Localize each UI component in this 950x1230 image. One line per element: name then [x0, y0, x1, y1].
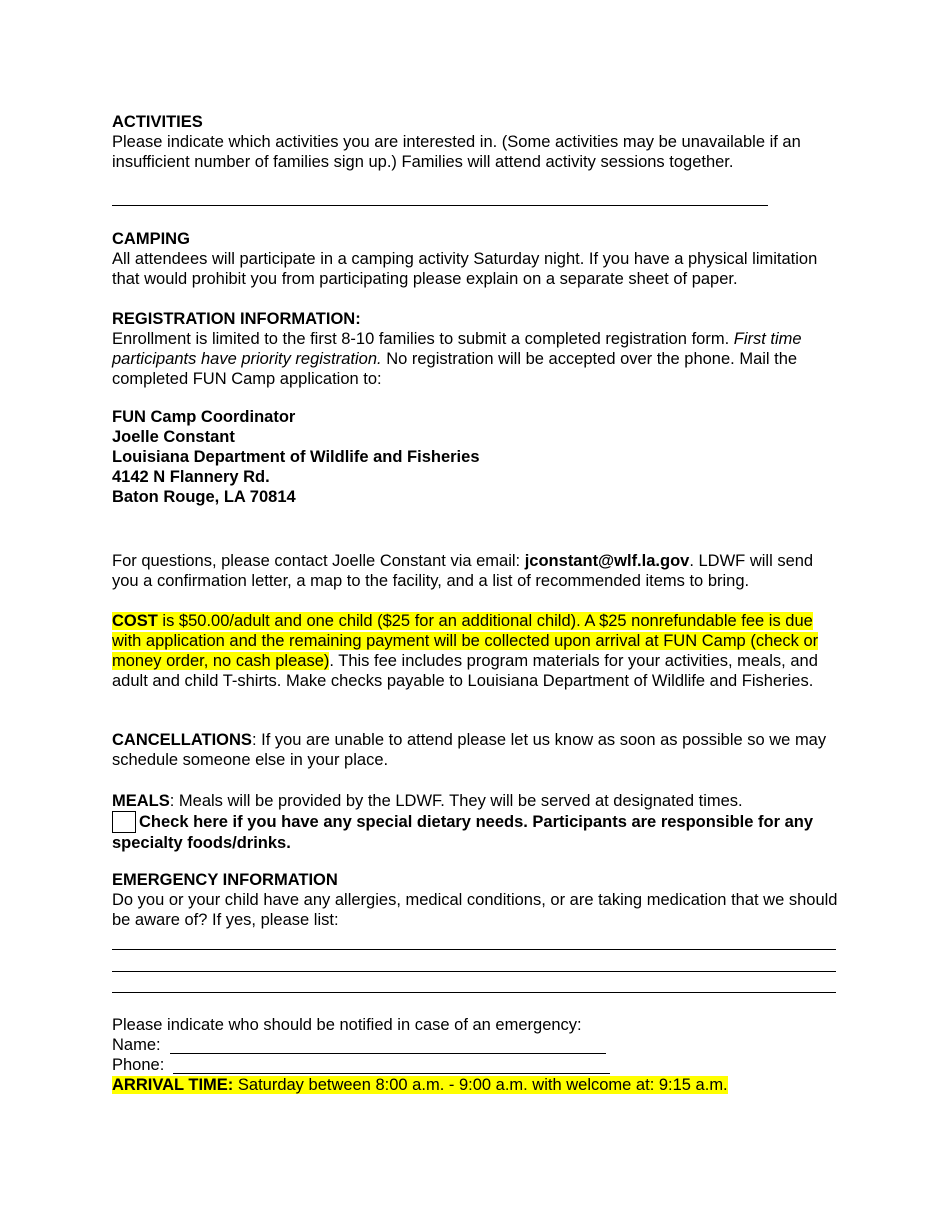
- emergency-heading: EMERGENCY INFORMATION: [112, 871, 338, 889]
- questions-text-2: . LDWF will send you a confirmation letter, a map to the facility, and a list of recommended items to bring.: [112, 552, 814, 590]
- emergency-text: Do you or your child have any allergies, medical conditions, or are taking medication that we should be aware of? If yes, please list:: [112, 891, 838, 929]
- arrival-text: Saturday between 8:00 a.m. - 9:00 a.m. with welcome at: 9:15 a.m.: [233, 1076, 728, 1094]
- registration-heading: REGISTRATION INFORMATION:: [112, 310, 361, 328]
- notify-text: Please indicate who should be notified in case of an emergency:: [112, 1016, 582, 1034]
- contact-email: jconstant@wlf.la.gov: [524, 552, 690, 570]
- meals-text: : Meals will be provided by the LDWF. They will be served at designated times.: [169, 792, 743, 810]
- meals-line: [112, 791, 842, 811]
- cancellations-label: CANCELLATIONS: [112, 731, 252, 749]
- dietary-needs-row: [112, 811, 842, 853]
- registration-section: [112, 309, 842, 389]
- registration-text-2: No registration will be accepted over the phone. Mail the completed FUN Camp application to:: [112, 350, 798, 388]
- arrival-row: [112, 1075, 842, 1095]
- address-line-4: 4142 N Flannery Rd.: [112, 468, 270, 486]
- camping-text: All attendees will participate in a camping activity Saturday night. If you have a physical limitation that would prohibit you from participating please explain on a separate sheet of paper.: [112, 250, 818, 288]
- registration-text: [112, 329, 842, 389]
- phone-row: [112, 1055, 842, 1075]
- cost-paragraph: [112, 611, 842, 691]
- cost-highlighted-text: is $50.00/adult and one child ($25 for an additional child). A $25 nonrefundable fee is due with application and the remaining payment will be collected upon arrival at FUN Camp (check or money order, no cash please): [112, 612, 819, 670]
- phone-label: Phone:: [112, 1056, 165, 1074]
- name-input-line[interactable]: [170, 1053, 606, 1054]
- phone-input-line[interactable]: [173, 1073, 610, 1074]
- emergency-section: [112, 870, 842, 930]
- activities-input-line[interactable]: [112, 205, 768, 206]
- mailing-address: [112, 407, 842, 507]
- address-line-2: Joelle Constant: [112, 428, 235, 446]
- arrival-label: ARRIVAL TIME:: [112, 1076, 234, 1094]
- emergency-input-line-3[interactable]: [112, 992, 836, 993]
- activities-section: [112, 112, 842, 172]
- name-row: [112, 1035, 842, 1055]
- address-line-3: Louisiana Department of Wildlife and Fisheries: [112, 448, 480, 466]
- questions-text-1: For questions, please contact Joelle Constant via email:: [112, 552, 525, 570]
- cancellations-text: : If you are unable to attend please let us know as soon as possible so we may schedule someone else in your place.: [112, 731, 827, 769]
- activities-heading: ACTIVITIES: [112, 113, 203, 131]
- activities-text: Please indicate which activities you are interested in. (Some activities may be unavailable if an insufficient number of families sign up.) Families will attend activity sessions together.: [112, 133, 801, 171]
- address-line-5: Baton Rouge, LA 70814: [112, 488, 296, 506]
- meals-section: [112, 791, 842, 853]
- emergency-input-line-1[interactable]: [112, 949, 836, 950]
- name-label: Name:: [112, 1036, 161, 1054]
- cost-rest-text: . This fee includes program materials for your activities, meals, and adult and child T-shirts. Make checks payable to Louisiana Department of Wildlife and Fisheries.: [112, 652, 818, 690]
- emergency-contact: [112, 1015, 842, 1095]
- emergency-input-line-2[interactable]: [112, 971, 836, 972]
- questions-paragraph: [112, 551, 842, 591]
- cancellations-paragraph: [112, 730, 842, 770]
- arrival-highlight: [112, 1076, 728, 1094]
- registration-priority-note: First time participants have priority registration.: [112, 330, 802, 368]
- registration-text-1: Enrollment is limited to the first 8-10 families to submit a completed registration form.: [112, 330, 734, 348]
- dietary-needs-checkbox[interactable]: [112, 811, 136, 833]
- camping-section: [112, 229, 842, 289]
- dietary-needs-text: Check here if you have any special dietary needs. Participants are responsible for any specialty foods/drinks.: [112, 813, 814, 852]
- meals-label: MEALS: [112, 792, 170, 810]
- cost-label: COST: [112, 612, 158, 630]
- camping-heading: CAMPING: [112, 230, 190, 248]
- address-line-1: FUN Camp Coordinator: [112, 408, 296, 426]
